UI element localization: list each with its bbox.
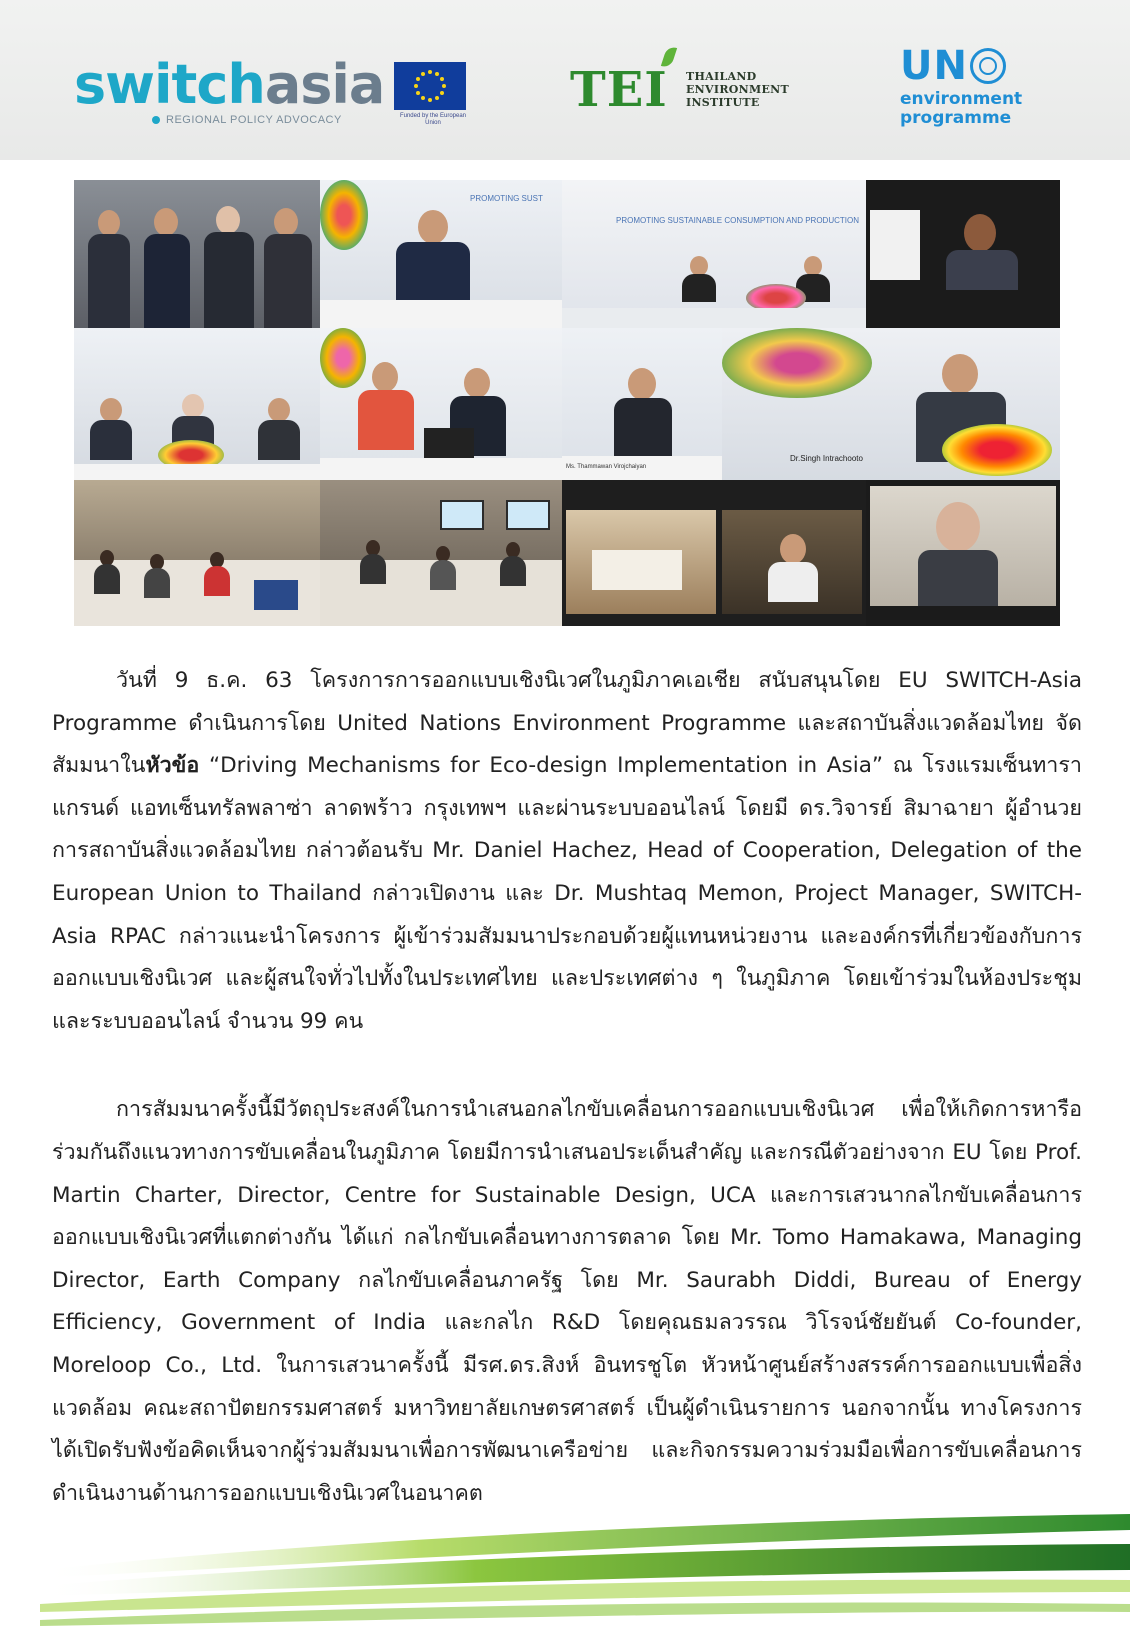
photo-two-women-speakers xyxy=(320,328,562,480)
header-band xyxy=(0,0,1130,160)
switch-asia-wordmark xyxy=(74,53,385,116)
name-plate-thammawan: Ms. Thammawan Virojchaiyan xyxy=(566,464,647,470)
eu-caption: Funded by the European Union xyxy=(399,113,467,126)
paragraph-1-part-b: “Driving Mechanisms for Eco-design Implementation in Asia” ณ โรงแรมเซ็นทาราแกรนด์ แอทเซ็นทรัลพลาซ่า ลาดพร้าว กรุงเทพฯ และผ่านระบบออนไลน์ โดยมี ดร.วิจารย์ สิมาฉายา ผู้อำนวยการสถาบันสิ่งแวดล้อมไทย กล่าวต้อนรับ Mr. Daniel Hachez, Head of Cooperation, Delegation of the European Union to Thailand กล่าวเปิดงาน และ Dr. Mushtaq Memon, Project Manager, SWITCH-Asia RPAC กล่าวแนะนำโครงการ ผู้เข้าร่วมสัมมนาประกอบด้วยผู้แทนหน่วยงาน และองค์กรที่เกี่ยวข้องกับการออกแบบเชิงนิเวศ และผู้สนใจทั่วไปทั้งในประเทศไทย และประเทศต่าง ๆ ในภูมิภาค โดยเข้าร่วมในห้องประชุมและระบบออนไลน์ จำนวน 99 คน xyxy=(52,753,1082,1034)
switch-asia-word-part2: asia xyxy=(264,53,385,116)
paragraph-1-part-a: วันที่ 9 ธ.ค. 63 โครงการการออกแบบเชิงนิเวศในภูมิภาคเอเชีย สนับสนุนโดย EU SWITCH-Asia Programme ดำเนินการโดย United Nations Environment Programme และสถาบันสิ่งแวดล้อมไทย จัดสัมมนาใน xyxy=(52,668,1082,779)
un-environment-logo xyxy=(900,44,1040,134)
article-body xyxy=(52,660,1082,1515)
paragraph-1 xyxy=(52,660,1082,1043)
eu-flag-icon xyxy=(394,62,466,110)
footer-swoosh xyxy=(0,1500,1130,1632)
photo-collage xyxy=(74,180,1060,626)
switch-asia-dot-icon xyxy=(152,116,160,124)
photo-online-presentation-room xyxy=(562,480,866,626)
paragraph-2: การสัมมนาครั้งนี้มีวัตถุประสงค์ในการนำเสนอกลไกขับเคลื่อนการออกแบบเชิงนิเวศ เพื่อให้เกิดการหารือร่วมกันถึงแนวทางการขับเคลื่อนในภูมิภาค โดยมีการนำเสนอประเด็นสำคัญ และกรณีตัวอย่างจาก EU โดย Prof. Martin Charter, Director, Centre for Sustainable Design, UCA และการเสวนากลไกขับเคลื่อนการออกแบบเชิงนิเวศที่แตกต่างกัน ได้แก่ กลไกขับเคลื่อนทางการตลาด โดย Mr. Tomo Hamakawa, Managing Director, Earth Company กลไกขับเคลื่อนภาครัฐ โดย Mr. Saurabh Diddi, Bureau of Energy Efficiency, Government of India และกลไก R&D โดยคุณธมลวรรณ วิโรจน์ชัยยันต์ Co-founder, Moreloop Co., Ltd. ในการเสวนาครั้งนี้ มีรศ.ดร.สิงห์ อินทรชูโต หัวหน้าศูนย์สร้างสรรค์การออกแบบเพื่อสิ่งแวดล้อม คณะสถาปัตยกรรมศาสตร์ มหาวิทยาลัยเกษตรศาสตร์ เป็นผู้ดำเนินรายการ นอกจากนั้น ทางโครงการได้เปิดรับฟังข้อคิดเห็นจากผู้ร่วมสัมมนาเพื่อการพัฒนาเครือข่าย และกิจกรรมความร่วมมือเพื่อการขับเคลื่อนการดำเนินงานด้านการออกแบบเชิงนิเวศในอนาคต xyxy=(52,1097,1082,1506)
photo-panel-three-men xyxy=(74,328,320,480)
green-swoosh-icon xyxy=(0,1500,1130,1632)
switch-asia-word-part1: switch xyxy=(74,53,265,116)
photo-panel-on-stage: PROMOTING SUSTAINABLE CONSUMPTION AND PRODUCTION xyxy=(562,180,866,328)
un-word: UN xyxy=(900,43,968,89)
un-line2: programme xyxy=(900,108,1012,128)
photo-group-four-men xyxy=(74,180,320,328)
tei-logo xyxy=(570,46,800,116)
eu-logo xyxy=(394,62,466,126)
switch-asia-subtitle: REGIONAL POLICY ADVOCACY xyxy=(166,114,342,126)
tei-line2: ENVIRONMENT xyxy=(686,83,789,96)
switch-asia-logo xyxy=(74,53,385,128)
un-line1: environment xyxy=(900,89,1023,109)
un-name-lines xyxy=(900,90,1022,128)
photo-woman-speaker-microphone xyxy=(562,328,722,480)
name-plate-singh: Dr.Singh Intrachooto xyxy=(790,454,863,463)
un-emblem-icon xyxy=(970,48,1006,84)
tei-name-lines xyxy=(686,70,789,109)
tei-letters: TEI xyxy=(570,62,668,118)
tei-line1: THAILAND xyxy=(686,70,757,83)
photo-audience-screens xyxy=(320,480,562,626)
photo-online-speaker-video xyxy=(866,180,1060,328)
paragraph-1-bold: หัวข้อ xyxy=(145,753,200,779)
photo-speaker-at-podium: PROMOTING SUST xyxy=(320,180,562,328)
tei-line3: INSTITUTE xyxy=(686,96,760,109)
photo-audience-room xyxy=(74,480,320,626)
photo-online-speaker-glasses xyxy=(866,480,1060,626)
photo-speaker-with-flowers xyxy=(722,328,1060,480)
